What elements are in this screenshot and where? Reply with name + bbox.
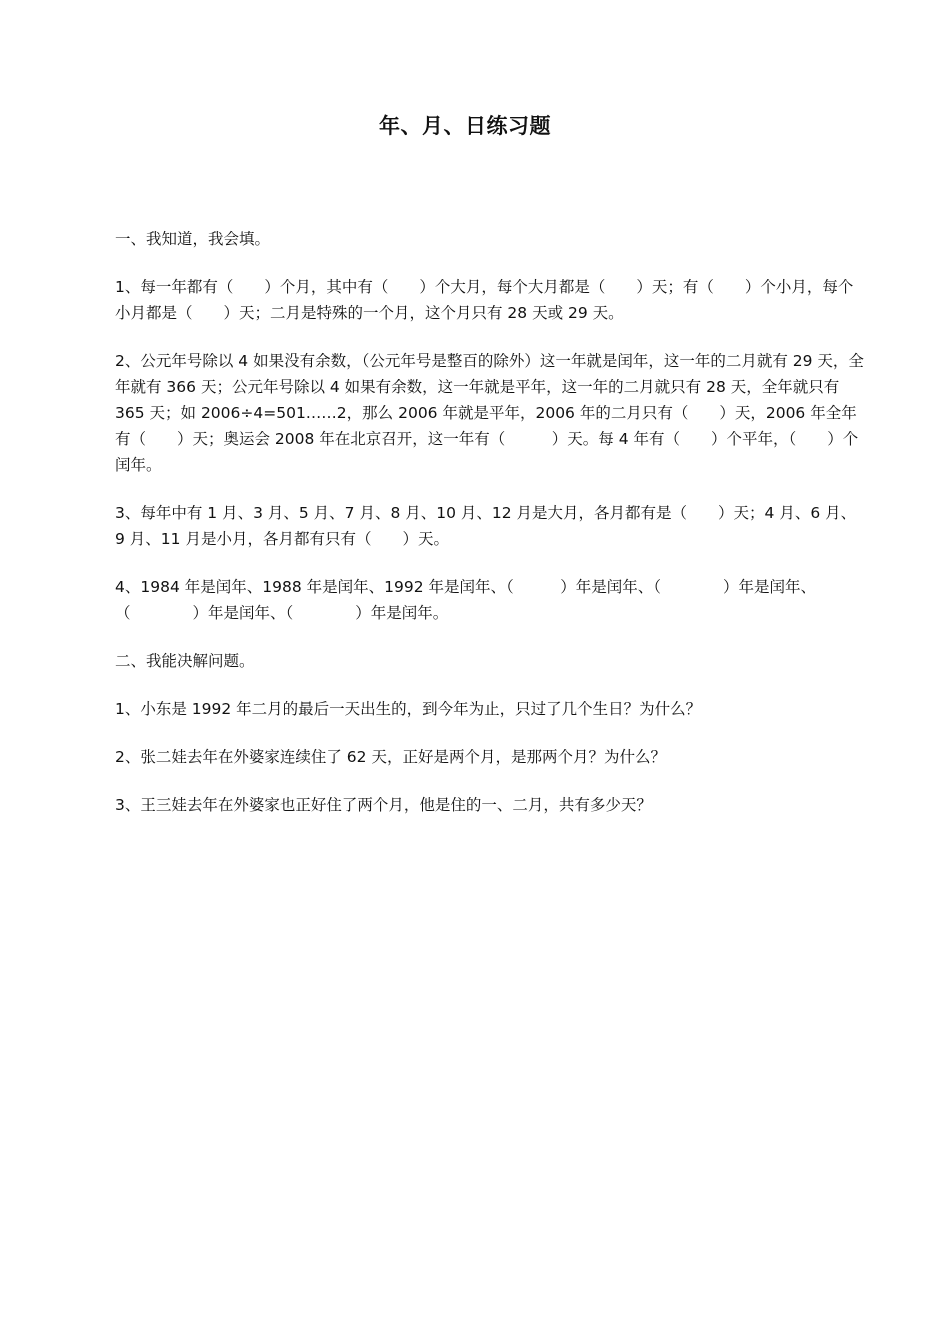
problem-1-birthday: 1、小东是 1992 年二月的最后一天出生的，到今年为止，只过了几个生日？为什么？ xyxy=(115,700,702,718)
question-2-leap-year: 2、公元年号除以 4 如果没有余数，（公元年号是整百的除外）这一年就是闰年，这一年的二月就有 29 天，全年就有 366 天；公元年号除以 4 如果有余数，这一年就是平年，这一年的二月就只有 28 天，全年就只有 365 天；如 2006÷4=501……2，那么 2006 年就是平年，2006 年的二月只有（ ）天，2006 年全年有（ ）天；奥运会 2008 年在北京召开，这一年有（ ）天。每 4 年有（ ）个平年，（ ）个闰年。 xyxy=(115,352,864,474)
problem-3-jan-feb: 3、王三娃去年在外婆家也正好住了两个月，他是住的一、二月，共有多少天？ xyxy=(115,796,652,814)
document-title: 年、月、日练习题 xyxy=(379,114,551,138)
section-heading-fill-in: 一、我知道，我会填。 xyxy=(115,230,271,248)
document-body xyxy=(115,226,865,840)
question-3-big-small-months: 3、每年中有 1 月、3 月、5 月、7 月、8 月、10 月、12 月是大月，各月都有是（ ）天；4 月、6 月、9 月、11 月是小月，各月都有只有（ ）天。 xyxy=(115,504,857,548)
question-4-leap-years-list: 4、1984 年是闰年、1988 年是闰年、1992 年是闰年、（ ）年是闰年、（ ）年是闰年、（ ）年是闰年、（ ）年是闰年。 xyxy=(115,578,816,622)
section-heading-problems: 二、我能决解问题。 xyxy=(115,652,255,670)
problem-2-62-days: 2、张二娃去年在外婆家连续住了 62 天，正好是两个月，是那两个月？为什么？ xyxy=(115,748,666,766)
question-1-months: 1、每一年都有（ ）个月，其中有（ ）个大月，每个大月都是（ ）天；有（ ）个小月，每个小月都是（ ）天；二月是特殊的一个月，这个月只有 28 天或 29 天。 xyxy=(115,278,854,322)
